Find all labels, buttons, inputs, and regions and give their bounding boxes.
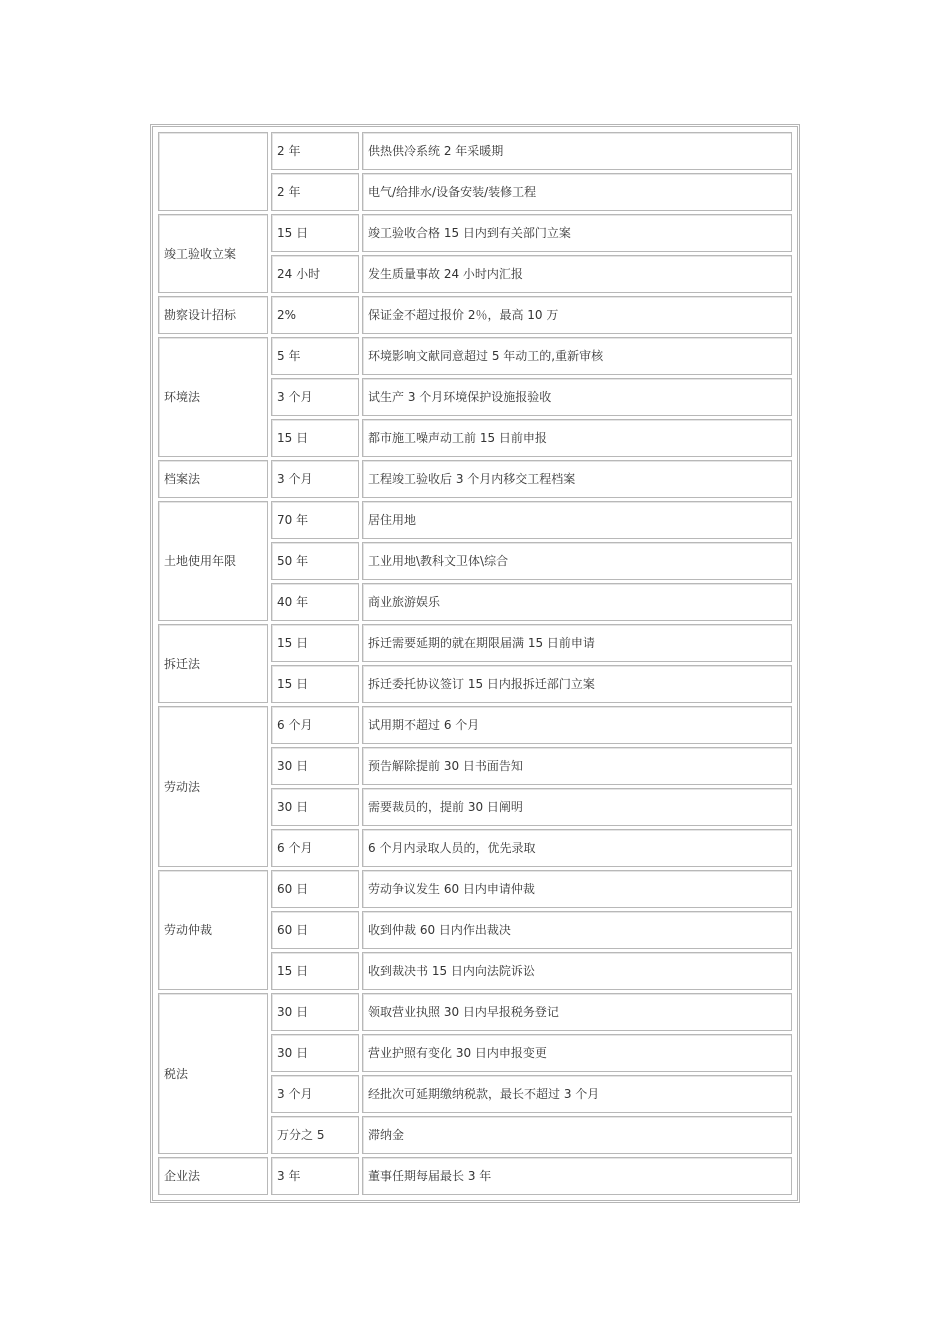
period-cell: 60 日: [271, 911, 359, 949]
description-cell: 6 个月内录取人员的，优先录取: [362, 829, 792, 867]
period-cell: 15 日: [271, 624, 359, 662]
description-cell: 试生产 3 个月环境保护设施报验收: [362, 378, 792, 416]
table-row: [158, 870, 792, 908]
description-cell: 拆迁委托协议签订 15 日内报拆迁部门立案: [362, 665, 792, 703]
description-cell: 收到仲裁 60 日内作出裁决: [362, 911, 792, 949]
period-cell: 30 日: [271, 1034, 359, 1072]
period-cell: 15 日: [271, 419, 359, 457]
description-cell: 收到裁决书 15 日内向法院诉讼: [362, 952, 792, 990]
period-cell: 2 年: [271, 132, 359, 170]
table-row: [158, 337, 792, 375]
table-body: [158, 132, 792, 1195]
deadlines-grid: [155, 129, 795, 1198]
period-cell: 6 个月: [271, 829, 359, 867]
category-cell: 劳动法: [158, 706, 268, 867]
description-cell: 环境影响文献同意超过 5 年动工的,重新审核: [362, 337, 792, 375]
period-cell: 24 小时: [271, 255, 359, 293]
description-cell: 保证金不超过报价 2％，最高 10 万: [362, 296, 792, 334]
table-row: [158, 993, 792, 1031]
description-cell: 工程竣工验收后 3 个月内移交工程档案: [362, 460, 792, 498]
category-cell: 环境法: [158, 337, 268, 457]
table-row: [158, 501, 792, 539]
period-cell: 3 年: [271, 1157, 359, 1195]
description-cell: 劳动争议发生 60 日内申请仲裁: [362, 870, 792, 908]
period-cell: 60 日: [271, 870, 359, 908]
table-row: [158, 460, 792, 498]
category-cell: 企业法: [158, 1157, 268, 1195]
period-cell: 15 日: [271, 952, 359, 990]
period-cell: 15 日: [271, 665, 359, 703]
table-row: [158, 296, 792, 334]
description-cell: 经批次可延期缴纳税款，最长不超过 3 个月: [362, 1075, 792, 1113]
description-cell: 商业旅游娱乐: [362, 583, 792, 621]
period-cell: 6 个月: [271, 706, 359, 744]
period-cell: 50 年: [271, 542, 359, 580]
description-cell: 需要裁员的，提前 30 日阐明: [362, 788, 792, 826]
category-cell: 税法: [158, 993, 268, 1154]
description-cell: 都市施工噪声动工前 15 日前申报: [362, 419, 792, 457]
period-cell: 2%: [271, 296, 359, 334]
description-cell: 居住用地: [362, 501, 792, 539]
category-cell: 拆迁法: [158, 624, 268, 703]
category-cell: 档案法: [158, 460, 268, 498]
category-cell: 勘察设计招标: [158, 296, 268, 334]
period-cell: 40 年: [271, 583, 359, 621]
description-cell: 发生质量事故 24 小时内汇报: [362, 255, 792, 293]
description-cell: 预告解除提前 30 日书面告知: [362, 747, 792, 785]
legal-deadlines-table: [150, 124, 800, 1203]
category-cell: 土地使用年限: [158, 501, 268, 621]
description-cell: 竣工验收合格 15 日内到有关部门立案: [362, 214, 792, 252]
period-cell: 3 个月: [271, 378, 359, 416]
period-cell: 30 日: [271, 747, 359, 785]
table-row: [158, 706, 792, 744]
description-cell: 拆迁需要延期的就在期限届满 15 日前申请: [362, 624, 792, 662]
table-row: [158, 624, 792, 662]
period-cell: 15 日: [271, 214, 359, 252]
category-cell: [158, 132, 268, 211]
description-cell: 电气/给排水/设备安装/装修工程: [362, 173, 792, 211]
period-cell: 30 日: [271, 788, 359, 826]
period-cell: 5 年: [271, 337, 359, 375]
category-cell: 竣工验收立案: [158, 214, 268, 293]
period-cell: 万分之 5: [271, 1116, 359, 1154]
table-row: [158, 214, 792, 252]
description-cell: 滞纳金: [362, 1116, 792, 1154]
description-cell: 营业护照有变化 30 日内申报变更: [362, 1034, 792, 1072]
table-row: [158, 132, 792, 170]
description-cell: 试用期不超过 6 个月: [362, 706, 792, 744]
period-cell: 70 年: [271, 501, 359, 539]
period-cell: 30 日: [271, 993, 359, 1031]
period-cell: 2 年: [271, 173, 359, 211]
period-cell: 3 个月: [271, 460, 359, 498]
period-cell: 3 个月: [271, 1075, 359, 1113]
description-cell: 工业用地\教科文卫体\综合: [362, 542, 792, 580]
description-cell: 领取营业执照 30 日内早报税务登记: [362, 993, 792, 1031]
category-cell: 劳动仲裁: [158, 870, 268, 990]
table-row: [158, 1157, 792, 1195]
description-cell: 董事任期每届最长 3 年: [362, 1157, 792, 1195]
description-cell: 供热供冷系统 2 年采暖期: [362, 132, 792, 170]
